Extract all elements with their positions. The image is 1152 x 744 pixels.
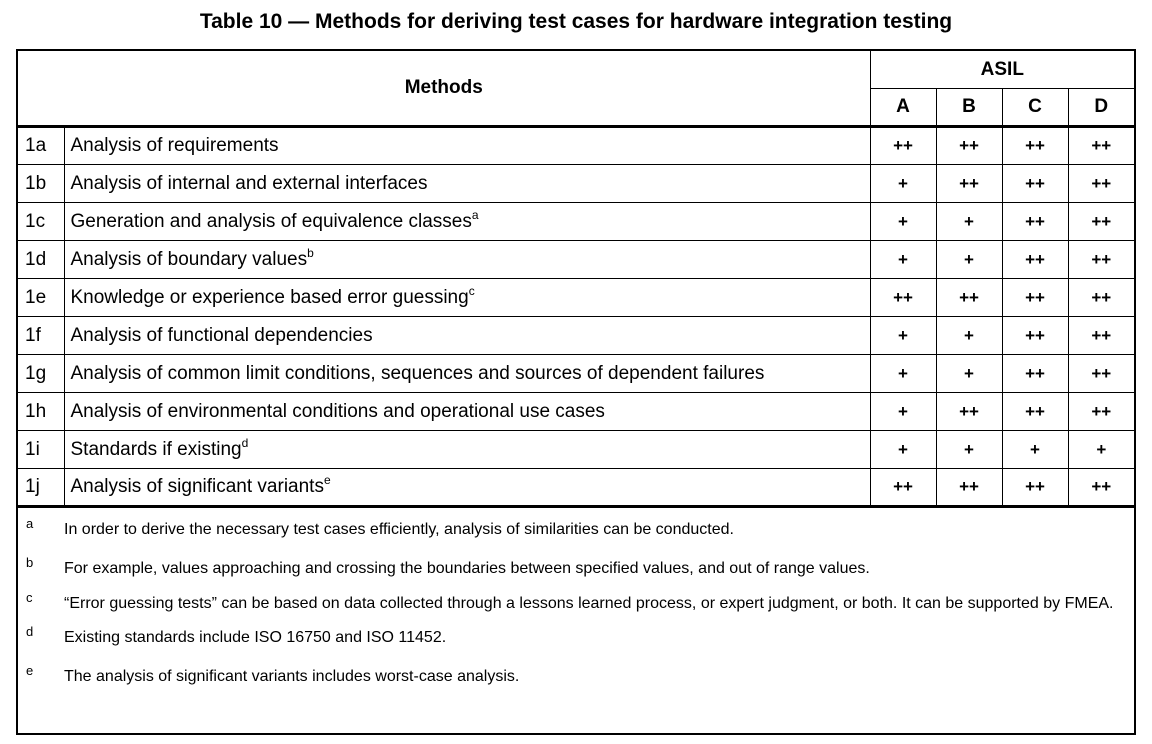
method-name: Analysis of functional dependencies [70,324,373,346]
footnote-text: For example, values approaching and crossing the boundaries between specified values, and out of range values. [64,560,870,577]
table-row [18,469,1134,507]
footnote-ref: b [307,245,314,260]
footnote-ref: c [468,283,475,298]
method-name: Analysis of boundary values [70,248,308,270]
table-row [18,203,1134,241]
table-row [18,355,1134,393]
method-name: Generation and analysis of equivalence classes [70,210,472,232]
table-row [18,279,1134,317]
asil-rating-d: ++ [1068,393,1134,431]
method-id: 1d [18,241,64,279]
asil-rating-b: + [936,431,1002,469]
method-name-cell [64,431,870,469]
methods-table-frame [16,49,1136,735]
asil-rating-a: + [870,241,936,279]
asil-rating-a: + [870,355,936,393]
table-row [18,165,1134,203]
methods-header: Methods [18,51,870,127]
asil-level-a: A [870,89,936,127]
table-row [18,127,1134,165]
asil-level-c: C [1002,89,1068,127]
asil-rating-b: + [936,203,1002,241]
asil-rating-c: ++ [1002,279,1068,317]
method-id: 1a [18,127,64,165]
asil-rating-b: + [936,355,1002,393]
table-row [18,431,1134,469]
footnote [26,590,1128,615]
method-id: 1e [18,279,64,317]
asil-rating-d: ++ [1068,317,1134,355]
footnote-mark: e [26,663,34,678]
method-name-cell [64,469,870,507]
asil-rating-c: ++ [1002,165,1068,203]
asil-rating-b: ++ [936,469,1002,507]
asil-rating-c: ++ [1002,469,1068,507]
method-name-cell [64,127,870,165]
asil-rating-c: ++ [1002,241,1068,279]
asil-rating-d: ++ [1068,127,1134,165]
asil-rating-c: ++ [1002,127,1068,165]
asil-rating-c: ++ [1002,203,1068,241]
method-name-cell [64,317,870,355]
method-name: Analysis of environmental conditions and operational use cases [70,400,605,422]
asil-rating-d: ++ [1068,355,1134,393]
asil-rating-a: ++ [870,469,936,507]
method-name: Analysis of requirements [70,135,279,156]
footnote [26,663,1128,688]
method-name-cell [64,203,870,241]
table-notes [18,516,1134,688]
method-name: Analysis of internal and external interfaces [70,172,428,194]
method-name: Knowledge or experience based error guessing [70,286,469,308]
method-name: Standards if existing [70,438,242,460]
method-name-cell [64,393,870,431]
footnote-mark: c [26,590,33,605]
asil-rating-d: ++ [1068,279,1134,317]
asil-rating-a: + [870,431,936,469]
method-id: 1b [18,165,64,203]
table-row [18,241,1134,279]
table-row [18,393,1134,431]
footnote-ref: d [241,435,249,450]
method-id: 1f [18,317,64,355]
methods-rows [18,127,1134,507]
method-name: Analysis of common limit conditions, sequences and sources of dependent failures [70,362,765,384]
method-id: 1h [18,393,64,431]
asil-rating-d: ++ [1068,203,1134,241]
footnote-text: “Error guessing tests” can be based on data collected through a lessons learned process, or expert judgment, or both. It can be supported by FMEA. [64,595,1114,612]
asil-rating-d: ++ [1068,165,1134,203]
footnote [26,555,1128,580]
asil-level-d: D [1068,89,1134,127]
method-name: Analysis of significant variants [70,476,324,497]
footnote-ref: e [323,473,331,487]
asil-rating-b: ++ [936,279,1002,317]
asil-rating-d: + [1068,431,1134,469]
asil-rating-d: ++ [1068,241,1134,279]
asil-rating-b: + [936,317,1002,355]
asil-header: ASIL [870,51,1134,89]
asil-rating-c: + [1002,431,1068,469]
footnote-text: The analysis of significant variants includes worst-case analysis. [64,668,520,685]
asil-rating-b: ++ [936,393,1002,431]
methods-table [18,51,1134,508]
table-title: Table 10 — Methods for deriving test cases for hardware integration testing [199,10,953,33]
table-row [18,317,1134,355]
footnote-text: Existing standards include ISO 16750 and ISO 11452. [64,629,447,646]
footnote-mark: d [26,624,34,639]
asil-rating-c: ++ [1002,355,1068,393]
asil-rating-a: ++ [870,279,936,317]
method-name-cell [64,279,870,317]
method-id: 1i [18,431,64,469]
asil-rating-a: + [870,165,936,203]
method-name-cell [64,355,870,393]
asil-rating-c: ++ [1002,317,1068,355]
footnote-mark: a [26,516,34,531]
footnote-ref: a [471,207,479,222]
asil-level-b: B [936,89,1002,127]
asil-rating-b: ++ [936,127,1002,165]
asil-rating-a: + [870,393,936,431]
asil-rating-a: + [870,203,936,241]
asil-rating-b: + [936,241,1002,279]
method-id: 1j [18,469,64,507]
footnote-mark: b [26,555,34,570]
asil-rating-a: ++ [870,127,936,165]
method-name-cell [64,241,870,279]
asil-rating-d: ++ [1068,469,1134,507]
asil-rating-b: ++ [936,165,1002,203]
method-id: 1c [18,203,64,241]
footnote-text: In order to derive the necessary test cases efficiently, analysis of similarities can be conducted. [64,521,734,538]
method-name-cell [64,165,870,203]
method-id: 1g [18,355,64,393]
footnote [26,624,1128,649]
asil-rating-a: + [870,317,936,355]
footnote [26,516,1128,541]
asil-rating-c: ++ [1002,393,1068,431]
